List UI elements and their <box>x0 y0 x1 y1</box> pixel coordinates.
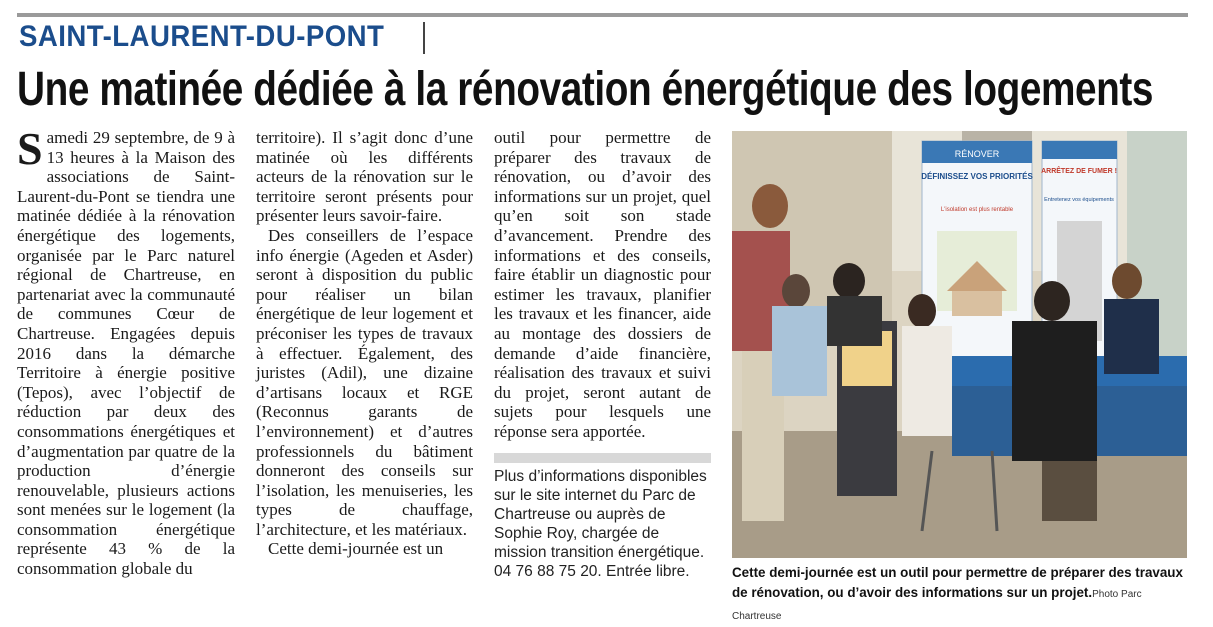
photo-credit: Photo Parc Chartreuse <box>732 589 1142 622</box>
caption-text: Cette demi-journée est un outil pour permettre de préparer des travaux de rénovation, ou d’avoir des informations sur un projet. <box>732 565 1183 600</box>
column-2-paragraph-2: Des conseillers de l’espace info énergie (Ageden et Asder) seront à disposition du public pour réaliser un bilan énergétique de leur logement et préconiser les types de travaux à effectuer. Également, des juristes (Adil), une dizaine d’artisans locaux et RGE (Reconnus garants de l’environnement) et d’autres professionnels du bâtiment donneront des conseils sur l’isolation, les menuiseries, les types de chauffage, l’architecture, et les matériaux. <box>256 225 473 539</box>
banner-left-sub: L'isolation est plus rentable <box>940 207 1014 213</box>
photo-illustration <box>732 131 1187 558</box>
info-box: Plus d’informations disponibles sur le site internet du Parc de Chartreuse ou auprès de Sophie Roy, chargée de mission transition énergétique. 04 76 88 75 20. Entrée libre. <box>494 468 707 580</box>
banner-right-sub: Entretenez vos équipements <box>1044 197 1114 203</box>
photo-caption <box>732 563 1192 627</box>
top-rule <box>17 13 1188 17</box>
kicker-separator <box>423 22 425 54</box>
column-2-paragraph-3: Cette demi-journée est un <box>268 539 444 559</box>
banner-left-title: DÉFINISSEZ VOS PRIORITÉS <box>921 172 1033 181</box>
article-column-2 <box>256 128 473 559</box>
column-2-paragraph-1: territoire). Il s’agit donc d’une matinée où les différents acteurs de la rénovation sur le territoire seront présents pour présenter leurs savoir-faire. <box>256 128 473 226</box>
article-photo <box>732 131 1187 558</box>
section-kicker: SAINT-LAURENT-DU-PONT <box>19 20 385 53</box>
drop-cap: S <box>17 123 43 174</box>
infobox-bar <box>494 453 711 463</box>
banner-left-header: RÉNOVER <box>954 149 1000 159</box>
headline: Une matinée dédiée à la rénovation énergétique des logements <box>17 63 1154 116</box>
article-column-3 <box>494 128 711 442</box>
column-1-text: amedi 29 septembre, de 9 à 13 heures à la Maison des associations de Saint-Laurent-du-Pont se tiendra une matinée dédiée à la rénovation énergétique des logements, organisée par le Parc naturel régional de Chartreuse, en partenariat avec la communauté de communes Cœur de Chartreuse. Engagées depuis 2016 dans la démarche Territoire à énergie positive (Tepos), avec l’objectif de réduction par deux des consommations énergétiques et d’augmentation par quatre de la production d’énergie renouvelable, plusieurs actions sont menées sur le logement (la consommation énergétique représente 43 % de la consommation globale du <box>17 128 235 579</box>
column-3-text: outil pour permettre de préparer des travaux de rénovation, ou d’avoir des informations sur un projet, quel qu’en soit son stade d’avancement. Prendre des informations et des conseils, faire établir un diagnostic pour estimer les travaux, planifier les travaux et les financer, aide au montage des dossiers de demande d’aide financière, réalisation des travaux et suivi du projet, seront autant de sujets pour lesquels une réponse sera apportée. <box>494 128 711 441</box>
article-column-1 <box>17 123 235 579</box>
banner-right-title: ARRÊTEZ DE FUMER ! <box>1041 168 1117 175</box>
